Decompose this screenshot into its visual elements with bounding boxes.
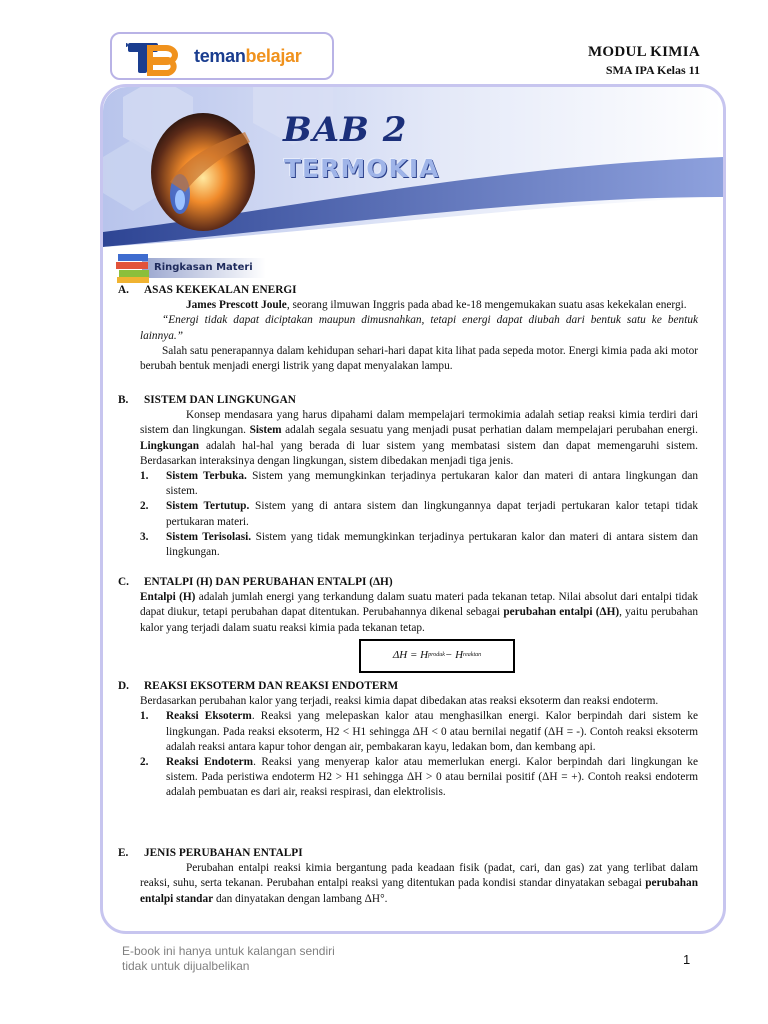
footer-note xyxy=(122,944,335,974)
section-d-heading: D. REAKSI EKSOTERM DAN REAKSI ENDOTERM xyxy=(118,680,399,692)
section-a-paragraph-2: Salah satu penerapannya dalam kehidupan sehari-hari dapat kita lihat pada sepeda motor. Energi kimia pada aki motor berubah bentuk menjadi energi listrik yang dapat menyalakan lampu. xyxy=(140,344,698,373)
list-item: 2. Reaksi Endoterm. Reaksi yang menyerap kalor atau memerlukan energi. Kalor berpindah dari lingkungan ke sistem. Pada peristiwa endoterm H2 > H1 sehingga ΔH > 0 atau bernilai positif (ΔH = +). Contoh reaksi endoterm adalah pembuatan es dari air, reaksi respirasi, dan elektrolisis. xyxy=(140,756,698,799)
module-subtitle: SMA IPA Kelas 11 xyxy=(605,63,700,77)
footer-line-1: E-book ini hanya untuk kalangan sendiri xyxy=(122,944,335,958)
section-e xyxy=(118,846,698,907)
logo-box xyxy=(110,32,334,80)
section-a-paragraph: James Prescott Joule, seorang ilmuwan Inggris pada abad ke-18 mengemukakan suatu asas kekekalan energi. xyxy=(186,299,687,312)
system-types-list xyxy=(140,469,698,560)
module-header xyxy=(588,44,700,78)
module-title: MODUL KIMIA xyxy=(587,44,700,60)
section-d-intro: Berdasarkan perubahan kalor yang terjadi, reaksi kimia dapat dibedakan atas reaksi eksoterm dan reaksi endoterm. xyxy=(140,695,659,708)
section-b xyxy=(118,393,698,560)
list-item: 1. Sistem Terbuka. Sistem yang memungkinkan terjadinya pertukaran kalor dan materi di antara lingkungan dan sistem. xyxy=(140,470,698,498)
list-item: 2. Sistem Tertutup. Sistem yang di antara sistem dan lingkungannya dapat terjadi pertukaran kalor tetapi tidak pertukaran materi. xyxy=(140,500,698,528)
chapter-number: BAB 2 xyxy=(283,110,408,150)
footer-line-2: tidak untuk dijualbelikan xyxy=(122,959,250,973)
list-item: 3. Sistem Terisolasi. Sistem yang tidak memungkinkan terjadinya pertukaran kalor dan materi di antara sistem dan lingkungan. xyxy=(140,530,698,559)
summary-label: Ringkasan Materi xyxy=(154,262,253,273)
teman-belajar-logo-icon xyxy=(126,40,184,76)
section-b-paragraph: Konsep mendasara yang harus dipahami dalam mempelajari termokimia adalah setiap reaksi kimia terdiri dari sistem dan lingkungan. Sistem adalah segala sesuatu yang menjadi pusat perhatian dalam mempelajari perubahan energi. Lingkungan adalah hal-hal yang berada di luar sistem yang membatasi sistem dan dapat memengaruhi sistem. Berdasarkan interaksinya dengan lingkungan, sistem dibedakan menjadi tiga jenis. xyxy=(140,409,699,467)
section-d xyxy=(118,679,698,801)
section-e-paragraph: Perubahan entalpi reaksi kimia bergantung pada keadaan fisik (padat, cari, dan gas) zat yang terlibat dalam reaksi, suhu, serta tekanan. Perubahan entalpi reaksi yang ditentukan pada kondisi standar dinyatakan sebagai perubahan entalpi standar dan dinyatakan dengan lambang ΔH°. xyxy=(140,862,698,905)
flame-illustration xyxy=(150,112,256,232)
section-b-heading: B. SISTEM DAN LINGKUNGAN xyxy=(118,394,296,406)
section-e-heading: E. JENIS PERUBAHAN ENTALPI xyxy=(118,847,303,859)
section-c xyxy=(118,575,698,636)
list-item: 1. Reaksi Eksoterm. Reaksi yang melepaskan kalor atau menghasilkan energi. Kalor berpindah dari sistem ke lingkungan. Pada reaksi eksoterm, H2 < H1 sehingga ΔH < 0 atau bernilai negatif (ΔH = -). Contoh reaksi eksoterm adalah reaksi antara kapur tohor dengan air, pembakaran kayu, ledakan bom, dan kembang api. xyxy=(140,710,698,753)
logo-text: temanbelajar xyxy=(194,46,302,66)
section-a-heading: A. ASAS KEKEKALAN ENERGI xyxy=(118,284,297,296)
section-a xyxy=(118,283,698,374)
chapter-title: TERMOKIA xyxy=(284,154,440,183)
page-number: 1 xyxy=(683,952,691,967)
section-a-quote: “Energi tidak dapat diciptakan maupun dimusnahkan, tetapi energi dapat diubah dari bentuk satu ke bentuk lainnya.” xyxy=(140,314,698,342)
reaction-types-list xyxy=(140,709,698,800)
section-c-paragraph: Entalpi (H) adalah jumlah energi yang terkandung dalam suatu materi pada tekanan tetap. Nilai absolut dari entalpi tidak dapat diukur, tetapi perubahan dapat ditentukan. Perubahannya dikenal sebagai perubahan entalpi (ΔH), yaitu perubahan kalor yang terjadi dalam suatu reaksi kimia pada tekanan tetap. xyxy=(140,591,698,634)
section-c-heading: C. ENTALPI (H) DAN PERUBAHAN ENTALPI (ΔH) xyxy=(118,576,393,588)
enthalpy-formula: ΔH = H produk − H reaktan xyxy=(359,639,515,673)
